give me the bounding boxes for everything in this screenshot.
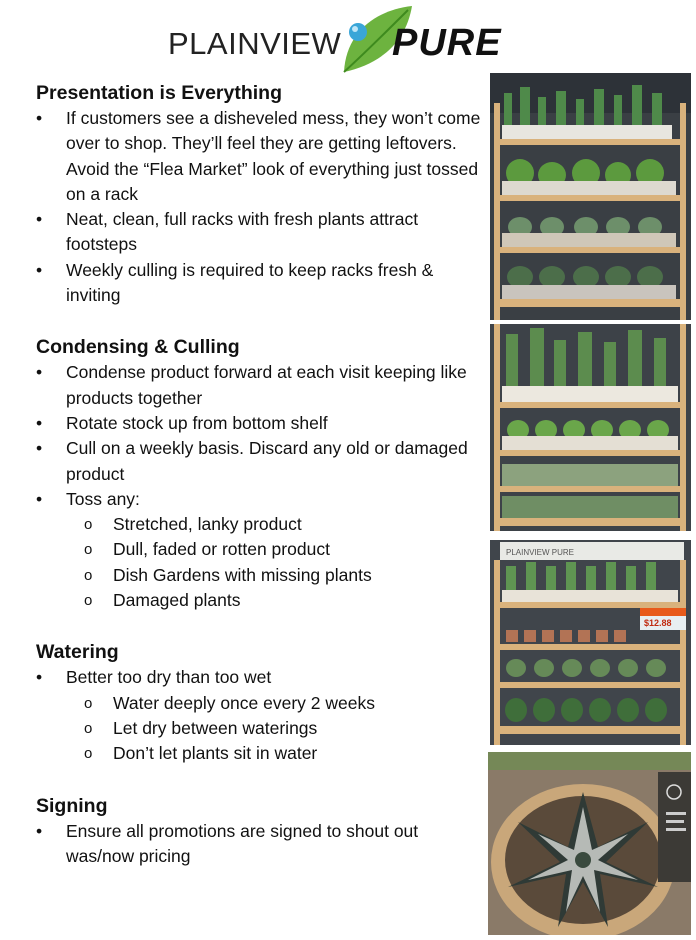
bullet-item: • Cull on a weekly basis. Discard any old or damaged product (36, 438, 468, 484)
plant-rack-photo-3 (490, 540, 691, 745)
section-signing (36, 793, 486, 870)
sub-bullet-item: o Dull, faded or rotten product (84, 539, 330, 560)
bullet-item: • Rotate stock up from bottom shelf (36, 412, 328, 433)
plant-rack-photo-2 (490, 324, 691, 531)
bullet-item: • Neat, clean, full racks with fresh plants attract footsteps (36, 209, 419, 255)
sub-bullet-item: o Water deeply once every 2 weeks (84, 692, 375, 713)
price-tag-text: $12.88 (644, 618, 672, 628)
heading-signing: Signing (36, 794, 108, 817)
bullet-item: • If customers see a disheveled mess, they won’t come over to shop. They’ll feel they are getting leftovers. Avoid the “Flea Market” look of everything just tossed on a rack (36, 108, 481, 204)
section-watering (36, 639, 486, 766)
heading-condensing: Condensing & Culling (36, 336, 240, 359)
sub-bullet-item: o Let dry between waterings (84, 717, 318, 738)
sub-bullet-item: o Stretched, lanky product (84, 514, 302, 535)
logo-pure-text: PURE (392, 22, 502, 64)
logo-plainview-text: PLAINVIEW (168, 26, 342, 61)
bullet-item: • Better too dry than too wet (36, 667, 272, 688)
sub-bullet-item: o Damaged plants (84, 590, 241, 611)
section-condensing (36, 334, 486, 613)
plainview-pure-logo (166, 2, 536, 74)
plant-closeup-photo (488, 752, 691, 935)
plant-rack-photo-1 (490, 73, 691, 320)
bullet-item: • Condense product forward at each visit keeping like products together (36, 362, 467, 408)
bullet-item: • Weekly culling is required to keep racks fresh & inviting (36, 259, 434, 306)
sub-bullet-item: o Dish Gardens with missing plants (84, 564, 372, 585)
heading-presentation: Presentation is Everything (36, 82, 282, 104)
bullet-item: • Ensure all promotions are signed to shout out was/now pricing (36, 820, 419, 866)
rack-sign-text: PLAINVIEW PURE (506, 548, 575, 557)
sub-bullet-item: o Don’t let plants sit in water (84, 743, 318, 764)
guidelines-content (36, 80, 486, 869)
bullet-item: • Toss any: (36, 488, 140, 509)
heading-watering: Watering (36, 641, 119, 664)
section-presentation (36, 80, 486, 308)
